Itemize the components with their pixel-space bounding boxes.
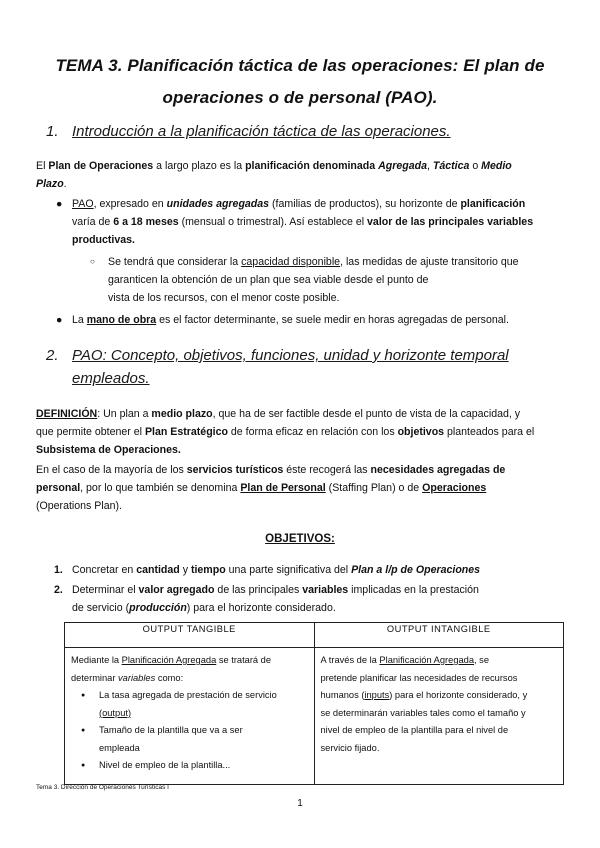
list-item: ● Tamaño de la plantilla que va a ser: [71, 722, 308, 740]
definition-paragraph: DEFINICIÓN: Un plan a medio plazo, que ha de ser factible desde el punto de vista de la capacidad, y que permite obtener el Plan Estratégico de forma eficaz en relación con los objetivos planteados para el Subsistema de Operaciones.: [36, 408, 535, 456]
hollow-bullet-icon: ○: [90, 257, 95, 266]
sub-list-item: ○ Se tendrá que considerar la capacidad disponible, las medidas de ajuste transitorio que garanticen la obtención de un plan que sea viable desde el punto de vista de los recursos, con el menor coste posible.: [108, 253, 564, 307]
bullet-icon: ●: [56, 198, 63, 210]
bullet-icon: ●: [56, 314, 63, 326]
objetivos-heading: OBJETIVOS:: [265, 533, 335, 545]
section-1-intro: El Plan de Operaciones a largo plazo es la planificación denominada Agregada, Táctica o Medio Plazo.: [36, 160, 512, 190]
tourism-paragraph: En el caso de la mayoría de los servicios turísticos éste recogerá las necesidades agregadas de personal, por lo que también se denomina Plan de Personal (Staffing Plan) o de Operaciones (Operations Plan).: [36, 464, 506, 512]
table-header-row: [65, 623, 564, 648]
output-table: [64, 622, 564, 785]
list-item: ● PAO, expresado en unidades agregadas (familias de productos), su horizonte de planificación varía de 6 a 18 meses (mensual o trimestral). Así establece el valor de las principales variables productivas.: [72, 195, 564, 249]
objective-item-1: 1. Concretar en cantidad y tiempo una parte significativa del Plan a l/p de Operaciones: [54, 564, 481, 576]
table-header-tangible: OUTPUT TANGIBLE: [65, 623, 315, 648]
list-item: ● La mano de obra es el factor determinante, se suele medir en horas agregadas de personal.: [72, 311, 564, 329]
section-2-heading: 2. PAO: Concepto, objetivos, funciones, unidad y horizonte temporal empleados.: [46, 347, 509, 387]
table-header-intangible: OUTPUT INTANGIBLE: [314, 623, 564, 648]
page-number: 1: [297, 798, 303, 809]
list-item: ● La tasa agregada de prestación de servicio: [71, 687, 308, 705]
objective-item-2: 2. Determinar el valor agregado de las principales variables implicadas en la prestación de servicio (producción) para el horizonte considerado.: [54, 584, 479, 614]
list-item: ● Nivel de empleo de la plantilla...: [71, 757, 308, 775]
page-footer: Tema 3. Dirección de Operaciones Turísticas I: [36, 784, 169, 791]
table-cell-tangible: Mediante la Planificación Agregada se tratará de determinar variables como: ● La tasa agregada de prestación de servicio (output) ● Tamaño de la plantilla que va a ser empleada ● Nivel de empleo de la plantilla...: [65, 648, 315, 785]
table-row: [65, 648, 564, 785]
document-title: TEMA 3. Planificación táctica de las operaciones: El plan de operaciones o de personal (PAO).: [55, 56, 545, 107]
table-cell-intangible: A través de la Planificación Agregada, se pretende planificar las necesidades de recursos humanos (inputs) para el horizonte considerado, y se determinarán variables tales como el tamaño y nivel de empleo de la plantilla para el nivel de servicio fijado.: [314, 648, 564, 785]
section-1-heading: 1. Introducción a la planificación táctica de las operaciones.: [46, 123, 451, 140]
